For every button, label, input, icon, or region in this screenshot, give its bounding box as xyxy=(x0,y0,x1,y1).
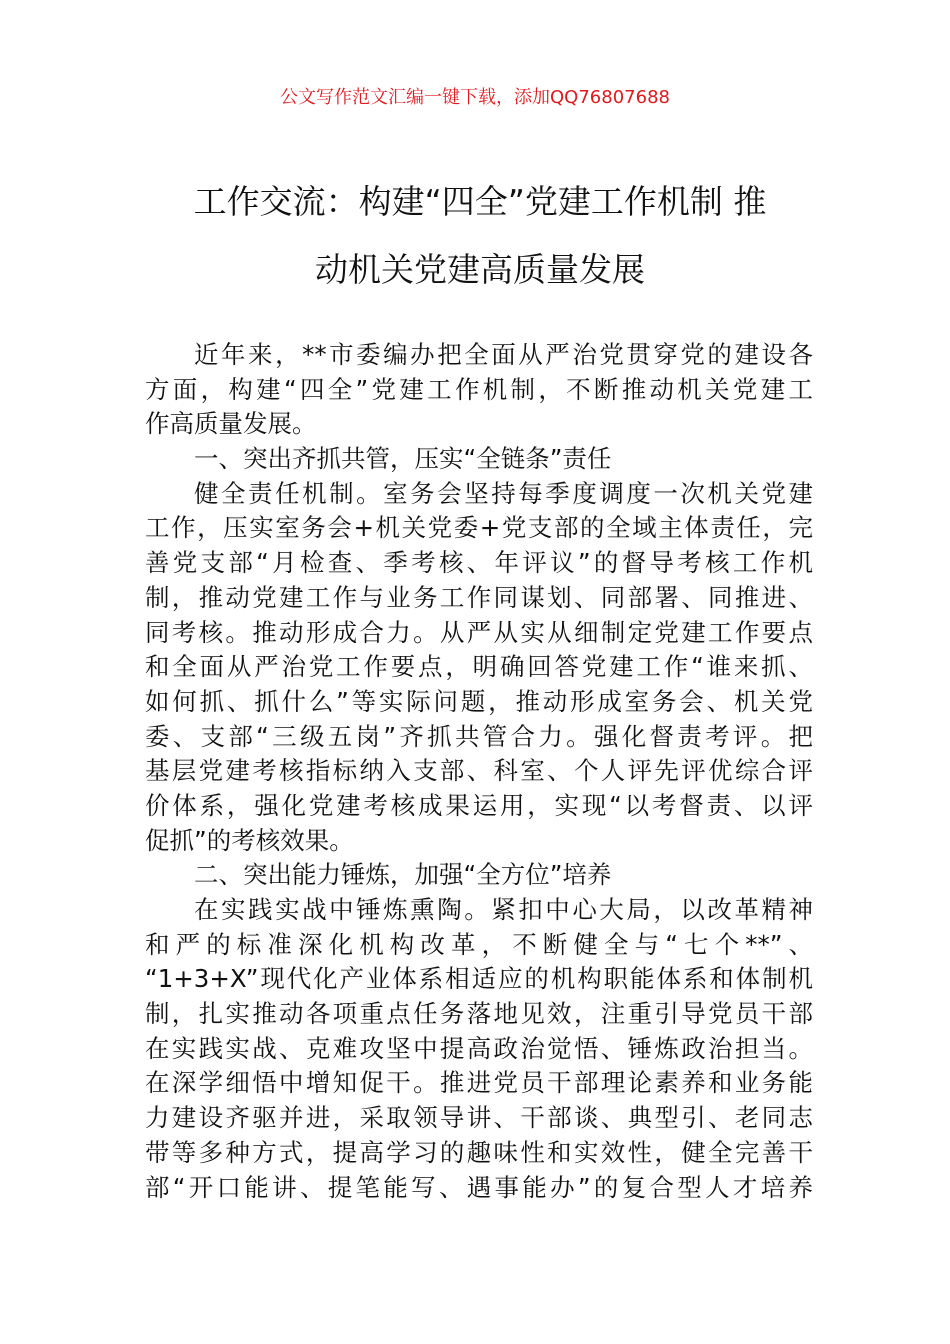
paragraph-line: 价体系，强化党建考核成果运用，实现“以考督责、以评 xyxy=(145,790,813,820)
paragraph-line: 部“开口能讲、提笔能写、遇事能办”的复合型人才培养 xyxy=(145,1172,813,1202)
section-heading-1: 一、突出齐抓共管，压实“全链条”责任 xyxy=(194,444,612,474)
paragraph-line: 制，扎实推动各项重点任务落地见效，注重引导党员干部 xyxy=(145,999,813,1029)
paragraph-line: 力建设齐驱并进，采取领导讲、干部谈、典型引、老同志 xyxy=(145,1103,813,1133)
paragraph-line: 善党支部“月检查、季考核、年评议”的督导考核工作机 xyxy=(145,548,813,578)
paragraph-line: 和严的标准深化机构改革，不断健全与“七个**”、 xyxy=(145,929,813,959)
paragraph-line: 基层党建考核指标纳入支部、科室、个人评先评优综合评 xyxy=(145,756,813,786)
paragraph-line: 在实践实战、克难攻坚中提高政治觉悟、锤炼政治担当。 xyxy=(145,1033,813,1063)
paragraph-line: 在深学细悟中增知促干。推进党员干部理论素养和业务能 xyxy=(145,1068,813,1098)
paragraph-line: 如何抓、抓什么”等实际问题，推动形成室务会、机关党 xyxy=(145,686,813,716)
download-banner: 公文写作范文汇编一键下载，添加QQ76807688 xyxy=(280,87,670,108)
section-heading-2: 二、突出能力锤炼，加强“全方位”培养 xyxy=(194,860,612,890)
paragraph-intro-line: 作高质量发展。 xyxy=(145,409,317,439)
paragraph-line: 在实践实战中锤炼熏陶。紧扣中心大局，以改革精神 xyxy=(194,895,813,924)
document-title-line-1: 工作交流：构建“四全”党建工作机制 推 xyxy=(193,182,767,221)
paragraph-line: 工作，压实室务会+机关党委+党支部的全域主体责任，完 xyxy=(145,513,813,543)
paragraph-line: 带等多种方式，提高学习的趣味性和实效性，健全完善干 xyxy=(145,1137,813,1167)
paragraph-line: 委、支部“三级五岗”齐抓共管合力。强化督责考评。把 xyxy=(145,721,813,751)
paragraph-intro-line: 近年来，**市委编办把全面从严治党贯穿党的建设各 xyxy=(194,340,813,369)
paragraph-line: 制，推动党建工作与业务工作同谋划、同部署、同推进、 xyxy=(145,582,813,612)
paragraph-intro-line: 方面，构建“四全”党建工作机制，不断推动机关党建工 xyxy=(145,374,813,404)
paragraph-line: “1+3+X”现代化产业体系相适应的机构职能体系和体制机 xyxy=(145,964,813,994)
document-title-line-2: 动机关党建高质量发展 xyxy=(315,250,645,289)
paragraph-line: 促抓”的考核效果。 xyxy=(145,825,354,855)
document-body xyxy=(145,338,813,1205)
paragraph-line: 健全责任机制。室务会坚持每季度调度一次机关党建 xyxy=(194,478,813,508)
paragraph-line: 同考核。推动形成合力。从严从实从细制定党建工作要点 xyxy=(145,617,813,647)
paragraph-line: 和全面从严治党工作要点，明确回答党建工作“谁来抓、 xyxy=(145,652,813,682)
